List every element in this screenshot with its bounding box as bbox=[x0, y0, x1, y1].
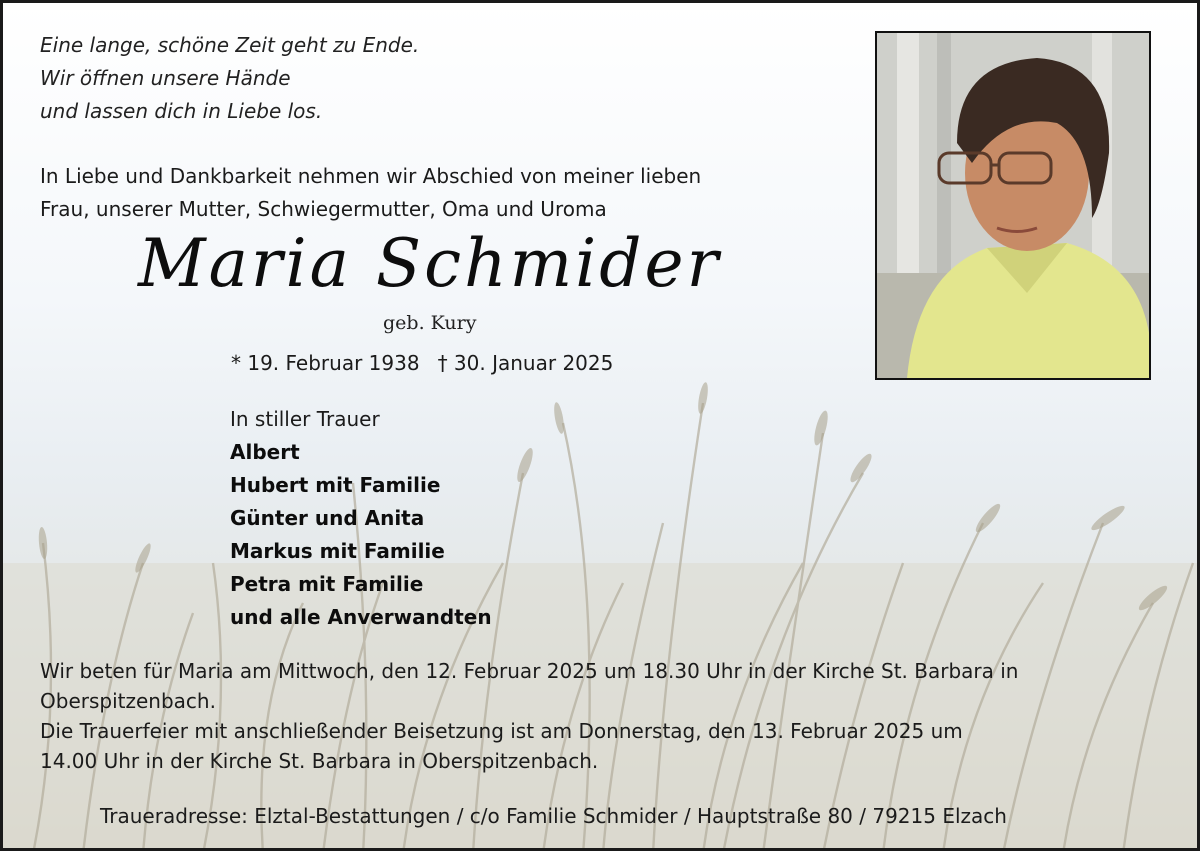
notice-line: 14.00 Uhr in der Kirche St. Barbara in Oberspitzenbach. bbox=[40, 749, 599, 773]
motto-line: und lassen dich in Liebe los. bbox=[40, 99, 323, 123]
mourning-address: Traueradresse: Elztal-Bestattungen / c/o Familie Schmider / Hauptstraße 80 / 79215 Elzach bbox=[100, 804, 1007, 828]
mourner-name: Albert bbox=[230, 440, 300, 464]
motto-line: Wir öffnen unsere Hände bbox=[40, 66, 291, 90]
service-notice bbox=[40, 656, 1160, 776]
notice-line: Oberspitzenbach. bbox=[40, 689, 216, 713]
farewell-intro bbox=[40, 160, 840, 226]
portrait-photo bbox=[875, 31, 1151, 380]
life-dates bbox=[231, 351, 613, 375]
motto-verse bbox=[40, 29, 419, 128]
mourner-name: und alle Anverwandten bbox=[230, 605, 492, 629]
intro-line: In Liebe und Dankbarkeit nehmen wir Abschied von meiner lieben bbox=[40, 164, 702, 188]
mourner-name: Markus mit Familie bbox=[230, 539, 445, 563]
notice-line: Die Trauerfeier mit anschließender Beisetzung ist am Donnerstag, den 13. Februar 2025 um bbox=[40, 719, 963, 743]
death-date: † 30. Januar 2025 bbox=[437, 351, 614, 375]
deceased-name: Maria Schmider bbox=[138, 225, 722, 302]
mourner-name: Günter und Anita bbox=[230, 506, 425, 530]
intro-line: Frau, unserer Mutter, Schwiegermutter, Oma und Uroma bbox=[40, 197, 607, 221]
birth-date: * 19. Februar 1938 bbox=[231, 351, 420, 375]
portrait-image bbox=[877, 33, 1149, 378]
mourner-name: Hubert mit Familie bbox=[230, 473, 441, 497]
mourner-name: Petra mit Familie bbox=[230, 572, 424, 596]
notice-line: Wir beten für Maria am Mittwoch, den 12. Februar 2025 um 18.30 Uhr in der Kirche St. Barbara in bbox=[40, 659, 1019, 683]
motto-line: Eine lange, schöne Zeit geht zu Ende. bbox=[40, 33, 420, 57]
mourners-lead: In stiller Trauer bbox=[230, 407, 380, 431]
birth-name: geb. Kury bbox=[383, 312, 477, 334]
mourners-list bbox=[230, 403, 492, 634]
